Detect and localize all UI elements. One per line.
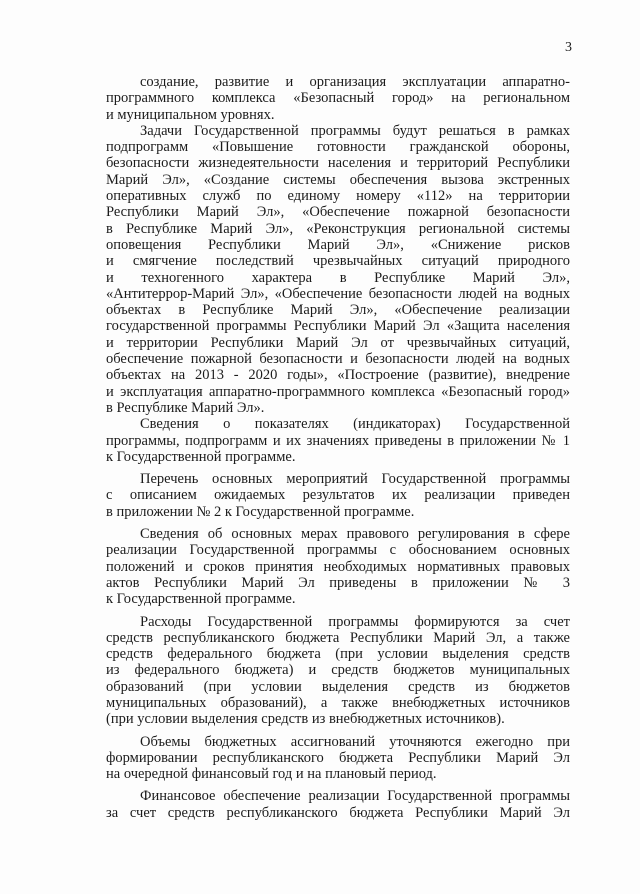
text-line: реализации Государственной программы с обоснованием основных (106, 542, 570, 559)
text-line: средств республиканского бюджета Республики Марий Эл, а также (106, 629, 570, 646)
text-line: подпрограмм «Повышение готовности гражданской обороны, (106, 139, 570, 156)
text-line: программного комплекса «Безопасный город» на региональном (106, 90, 570, 107)
text-line: Задачи Государственной программы будут решаться в рамках (140, 122, 570, 139)
text-line: к Государственной программе. (106, 591, 296, 608)
text-line: Объемы бюджетных ассигнований уточняются ежегодно при (140, 733, 570, 750)
text-line: объектах на 2013 - 2020 годы», «Построение (развитие), внедрение (106, 367, 570, 384)
text-line: Расходы Государственной программы формируются за счет (140, 613, 570, 630)
text-line: обеспечение пожарной безопасности и безопасности людей на водных (106, 351, 570, 368)
text-line: актов Республики Марий Эл приведены в приложении № 3 (106, 574, 570, 591)
paragraph (106, 123, 570, 416)
paragraph (106, 471, 570, 520)
text-line: (при условии выделения средств из внебюджетных источников). (106, 711, 505, 728)
text-line: безопасности жизнедеятельности населения и территорий Республики (106, 155, 570, 172)
text-line: объектах в Республике Марий Эл», «Обеспечение реализации (106, 302, 570, 319)
paragraph (106, 416, 570, 465)
text-line: к Государственной программе. (106, 448, 296, 465)
paragraph (106, 614, 570, 728)
paragraph (106, 734, 570, 783)
text-line: создание, развитие и организация эксплуатации аппаратно- (140, 74, 570, 90)
page-number: 3 (565, 40, 572, 55)
paragraph (106, 788, 570, 821)
text-line: положений и сроков принятия необходимых нормативных правовых (106, 558, 570, 575)
text-line: на очередной финансовый год и на плановый период. (106, 766, 437, 783)
text-line: государственной программы Республики Марий Эл «Защита населения (106, 318, 570, 335)
text-line: и муниципальном уровнях. (106, 106, 275, 123)
text-line: Марий Эл», «Создание системы обеспечения вызова экстренных (106, 171, 570, 188)
text-line: Сведения о показателях (индикаторах) Государственной (140, 416, 570, 433)
text-line: образований (при условии выделения средств из бюджетов (106, 678, 570, 695)
text-line: с описанием ожидаемых результатов их реализации приведен (106, 487, 570, 504)
text-line: Сведения об основных мерах правового регулирования в сфере (140, 526, 570, 543)
body-text (106, 74, 570, 821)
paragraph (106, 526, 570, 607)
text-line: за счет средств республиканского бюджета Республики Марий Эл (106, 804, 570, 821)
text-line: в Республике Марий Эл». (106, 399, 265, 416)
text-line: Республики Марий Эл», «Обеспечение пожарной безопасности (106, 204, 570, 221)
text-line: в Республике Марий Эл», «Реконструкция региональной системы (106, 220, 570, 237)
text-line: и техногенного характера в Республике Марий Эл», (106, 269, 570, 286)
text-line: из федерального бюджета) и средств бюджетов муниципальных (106, 662, 570, 679)
text-line: программы, подпрограмм и их значениях приведены в приложении № 1 (106, 432, 570, 449)
text-line: и эксплуатация аппаратно-программного комплекса «Безопасный город» (106, 383, 570, 400)
text-line: Перечень основных мероприятий Государственной программы (140, 471, 570, 488)
paragraph (106, 74, 570, 123)
text-line: в приложении № 2 к Государственной программе. (106, 503, 415, 520)
text-line: и территории Республики Марий Эл от чрезвычайных ситуаций, (106, 334, 570, 351)
text-line: формировании республиканского бюджета Республики Марий Эл (106, 749, 570, 766)
text-line: Финансовое обеспечение реализации Государственной программы (140, 788, 570, 805)
text-line: муниципальных образований), а также внебюджетных источников (106, 694, 570, 711)
text-line: оповещения Республики Марий Эл», «Снижение рисков (106, 236, 570, 253)
text-line: средств федерального бюджета (при условии выделения средств (106, 646, 570, 663)
text-line: «Антитеррор-Марий Эл», «Обеспечение безопасности людей на водных (106, 285, 570, 302)
text-line: оперативных служб по единому номеру «112» на территории (106, 188, 570, 205)
text-line: и смягчение последствий чрезвычайных ситуаций природного (106, 253, 570, 270)
